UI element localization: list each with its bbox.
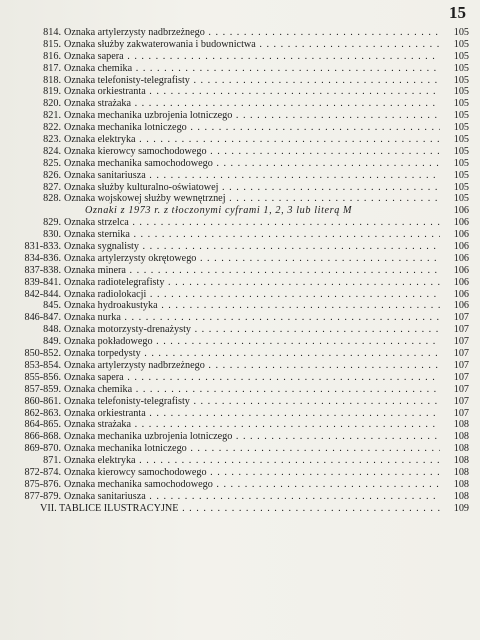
entry-page-number: 105 bbox=[453, 193, 469, 205]
entry-page-number: 105 bbox=[453, 181, 469, 193]
entry-number: 837-838. bbox=[24, 264, 61, 276]
toc-entry bbox=[0, 467, 480, 479]
entry-title: Oznaka hydroakustyka . . . bbox=[64, 300, 440, 312]
toc-entry bbox=[0, 86, 480, 98]
entry-title: Oznaka kierowcy samochodowego . . . bbox=[64, 467, 440, 479]
entry-title: Oznaka artylerzysty nadbrzeżnego . . . bbox=[64, 360, 440, 372]
entry-number: 845. bbox=[43, 300, 61, 312]
toc-entry bbox=[0, 479, 480, 491]
entry-title: Oznaka służby kulturalno-oświatowej . . . bbox=[64, 182, 440, 194]
entry-page-number: 109 bbox=[453, 502, 469, 514]
toc-entry bbox=[0, 170, 480, 182]
toc-entry bbox=[0, 182, 480, 194]
entry-number: 827. bbox=[43, 181, 61, 193]
entry-number: 849. bbox=[43, 336, 61, 348]
entry-title: Oznaka mechanika samochodowego . . . bbox=[64, 158, 440, 170]
entry-number: 860-861. bbox=[24, 395, 61, 407]
toc-entry bbox=[0, 27, 480, 39]
entry-page-number: 105 bbox=[453, 74, 469, 86]
entry-page-number: 106 bbox=[453, 300, 469, 312]
toc-entry bbox=[0, 348, 480, 360]
entry-number: 853-854. bbox=[24, 359, 61, 371]
entry-number: 846-847. bbox=[24, 312, 61, 324]
toc-entry bbox=[0, 63, 480, 75]
entry-title: Oznaka sapera . . . bbox=[64, 372, 440, 384]
entry-title: Oznaka chemika . . . bbox=[64, 63, 440, 75]
toc-entry bbox=[0, 75, 480, 87]
toc-entry bbox=[0, 289, 480, 301]
entry-title: Oznaka chemika . . . bbox=[64, 384, 440, 396]
entry-title: Oznaka kierowcy samochodowego . . . bbox=[64, 146, 440, 158]
toc-entry bbox=[0, 122, 480, 134]
entry-number: 839-841. bbox=[24, 276, 61, 288]
entry-title: Oznaka mechanika uzbrojenia lotniczego . . . bbox=[64, 431, 440, 443]
entry-page-number: 105 bbox=[453, 169, 469, 181]
entry-title: Oznaka minera . . . bbox=[64, 265, 440, 277]
entry-title: Oznaka pokładowego . . . bbox=[64, 336, 440, 348]
entry-number: 862-863. bbox=[24, 407, 61, 419]
entry-number: 875-876. bbox=[24, 478, 61, 490]
entry-page-number: 105 bbox=[453, 38, 469, 50]
entry-title: Oznaka telefonisty-telegrafisty . . . bbox=[64, 75, 440, 87]
entry-number: 828. bbox=[43, 193, 61, 205]
entry-page-number: 108 bbox=[453, 466, 469, 478]
toc-entry bbox=[0, 51, 480, 63]
toc-entry bbox=[0, 408, 480, 420]
toc-entry bbox=[0, 431, 480, 443]
toc-entry bbox=[0, 158, 480, 170]
entry-number: 877-879. bbox=[24, 490, 61, 502]
entry-title: Oznaka sternika . . . bbox=[64, 229, 440, 241]
toc-entry bbox=[0, 146, 480, 158]
entry-number: 826. bbox=[43, 169, 61, 181]
toc-entry bbox=[0, 277, 480, 289]
entry-number: 869-870. bbox=[24, 443, 61, 455]
entry-page-number: 105 bbox=[453, 122, 469, 134]
toc-entry bbox=[0, 384, 480, 396]
entry-page-number: 106 bbox=[453, 217, 469, 229]
entry-page-number: 107 bbox=[453, 383, 469, 395]
toc-entry bbox=[0, 98, 480, 110]
entry-number: 817. bbox=[43, 62, 61, 74]
table-of-contents bbox=[0, 27, 480, 515]
entry-page-number: 107 bbox=[453, 371, 469, 383]
entry-page-number: 106 bbox=[453, 288, 469, 300]
entry-page-number: 108 bbox=[453, 455, 469, 467]
entry-title: Oznaka radiotelegrafisty . . . bbox=[64, 277, 440, 289]
entry-title: Oznaka nurka . . . bbox=[64, 312, 440, 324]
entry-number: 820. bbox=[43, 98, 61, 110]
entry-title: Oznaka sygnalisty . . . bbox=[64, 241, 440, 253]
toc-entry bbox=[0, 134, 480, 146]
toc-entry bbox=[0, 324, 480, 336]
entry-page-number: 107 bbox=[453, 324, 469, 336]
entry-page-number: 105 bbox=[453, 50, 469, 62]
entry-number: 821. bbox=[43, 110, 61, 122]
entry-title: Oznaka artylerzysty nadbrzeżnego . . . bbox=[64, 27, 440, 39]
toc-entry bbox=[0, 419, 480, 431]
toc-entry bbox=[0, 193, 480, 205]
entry-page-number: 107 bbox=[453, 359, 469, 371]
entry-page-number: 105 bbox=[453, 62, 469, 74]
entry-page-number: 107 bbox=[453, 312, 469, 324]
entry-number: 855-856. bbox=[24, 371, 61, 383]
toc-subheading bbox=[0, 205, 480, 217]
toc-entry bbox=[0, 39, 480, 51]
entry-number: 842-844. bbox=[24, 288, 61, 300]
entry-page-number: 108 bbox=[453, 419, 469, 431]
toc-entry bbox=[0, 336, 480, 348]
entry-page-number: 107 bbox=[453, 336, 469, 348]
entry-title: Oznaka strażaka . . . bbox=[64, 419, 440, 431]
page-number: 15 bbox=[449, 3, 466, 22]
toc-entry bbox=[0, 360, 480, 372]
entry-page-number: 105 bbox=[453, 86, 469, 98]
entry-number: 857-859. bbox=[24, 383, 61, 395]
entry-title: Oznaka strzelca . . . bbox=[64, 217, 440, 229]
entry-number: 829. bbox=[43, 217, 61, 229]
entry-title: Oznaka orkiestranta . . . bbox=[64, 86, 440, 98]
entry-page-number: 105 bbox=[453, 98, 469, 110]
entry-title: Oznaka sanitariusza . . . bbox=[64, 170, 440, 182]
entry-title: Oznaka mechanika uzbrojenia lotniczego . . . bbox=[64, 110, 440, 122]
entry-title: Oznaka elektryka . . . bbox=[64, 455, 440, 467]
entry-page-number: 106 bbox=[453, 241, 469, 253]
entry-number: 814. bbox=[43, 27, 61, 38]
toc-entry bbox=[0, 491, 480, 503]
entry-page-number: 105 bbox=[453, 157, 469, 169]
entry-number: 848. bbox=[43, 324, 61, 336]
entry-number: 824. bbox=[43, 145, 61, 157]
entry-page-number: 108 bbox=[453, 431, 469, 443]
entry-title: Oznaka torpedysty . . . bbox=[64, 348, 440, 360]
toc-entry bbox=[0, 229, 480, 241]
entry-title: VII. TABLICE ILUSTRACYJNE . . . bbox=[40, 503, 440, 515]
entry-number: 816. bbox=[43, 50, 61, 62]
entry-title: Oznaka radiolokacji . . . bbox=[64, 289, 440, 301]
entry-page-number: 105 bbox=[453, 145, 469, 157]
entry-title: Oznaka wojskowej służby wewnętrznej . . . bbox=[64, 193, 440, 205]
toc-entry bbox=[0, 241, 480, 253]
entry-page-number: 105 bbox=[453, 134, 469, 146]
entry-number: 818. bbox=[43, 74, 61, 86]
toc-section-heading bbox=[0, 503, 480, 515]
toc-entry bbox=[0, 253, 480, 265]
entry-number: 834-836. bbox=[24, 252, 61, 264]
entry-page-number: 106 bbox=[453, 264, 469, 276]
entry-number: 831-833. bbox=[24, 241, 61, 253]
entry-title: Oznaka mechanika samochodowego . . . bbox=[64, 479, 440, 491]
entry-title: Oznaka motorzysty-drenażysty . . . bbox=[64, 324, 440, 336]
entry-page-number: 108 bbox=[453, 478, 469, 490]
entry-title: Oznaka telefonisty-telegrafisty . . . bbox=[64, 396, 440, 408]
entry-title: Oznaka służby zakwaterowania i budownictwa . . . bbox=[64, 39, 440, 51]
toc-entry bbox=[0, 372, 480, 384]
toc-entry bbox=[0, 300, 480, 312]
entry-page-number: 106 bbox=[453, 229, 469, 241]
entry-number: 815. bbox=[43, 38, 61, 50]
entry-page-number: 107 bbox=[453, 348, 469, 360]
entry-title: Oznaka elektryka . . . bbox=[64, 134, 440, 146]
entry-title: Oznaka orkiestranta . . . bbox=[64, 408, 440, 420]
entry-number: 825. bbox=[43, 157, 61, 169]
entry-number: 819. bbox=[43, 86, 61, 98]
entry-page-number: 105 bbox=[453, 110, 469, 122]
entry-page-number: 108 bbox=[453, 443, 469, 455]
entry-number: 864-865. bbox=[24, 419, 61, 431]
entry-number: 871. bbox=[43, 455, 61, 467]
toc-entry bbox=[0, 455, 480, 467]
entry-number: 830. bbox=[43, 229, 61, 241]
entry-number: 822. bbox=[43, 122, 61, 134]
entry-title: Oznaka mechanika lotniczego . . . bbox=[64, 443, 440, 455]
entry-number: 866-868. bbox=[24, 431, 61, 443]
entry-page-number: 106 bbox=[453, 276, 469, 288]
entry-page-number: 107 bbox=[453, 407, 469, 419]
entry-title: Oznaka sapera . . . bbox=[64, 51, 440, 63]
entry-number: 872-874. bbox=[24, 466, 61, 478]
entry-page-number: 106 bbox=[453, 205, 469, 217]
toc-entry bbox=[0, 217, 480, 229]
entry-title: Oznaka mechanika lotniczego . . . bbox=[64, 122, 440, 134]
toc-entry bbox=[0, 443, 480, 455]
entry-page-number: 108 bbox=[453, 490, 469, 502]
toc-entry bbox=[0, 265, 480, 277]
toc-entry bbox=[0, 110, 480, 122]
entry-title: Oznaka artylerzysty okrętowego . . . bbox=[64, 253, 440, 265]
entry-title: Oznaka sanitariusza . . . bbox=[64, 491, 440, 503]
entry-page-number: 105 bbox=[453, 27, 469, 38]
toc-entry bbox=[0, 312, 480, 324]
entry-page-number: 106 bbox=[453, 252, 469, 264]
entry-page-number: 107 bbox=[453, 395, 469, 407]
toc-entry bbox=[0, 396, 480, 408]
entry-number: 850-852. bbox=[24, 348, 61, 360]
entry-title: Oznaki z 1973 r. z tłoczonymi cyframi 1, 2, 3 lub literą M bbox=[85, 205, 353, 217]
entry-title: Oznaka strażaka . . . bbox=[64, 98, 440, 110]
entry-number: 823. bbox=[43, 134, 61, 146]
